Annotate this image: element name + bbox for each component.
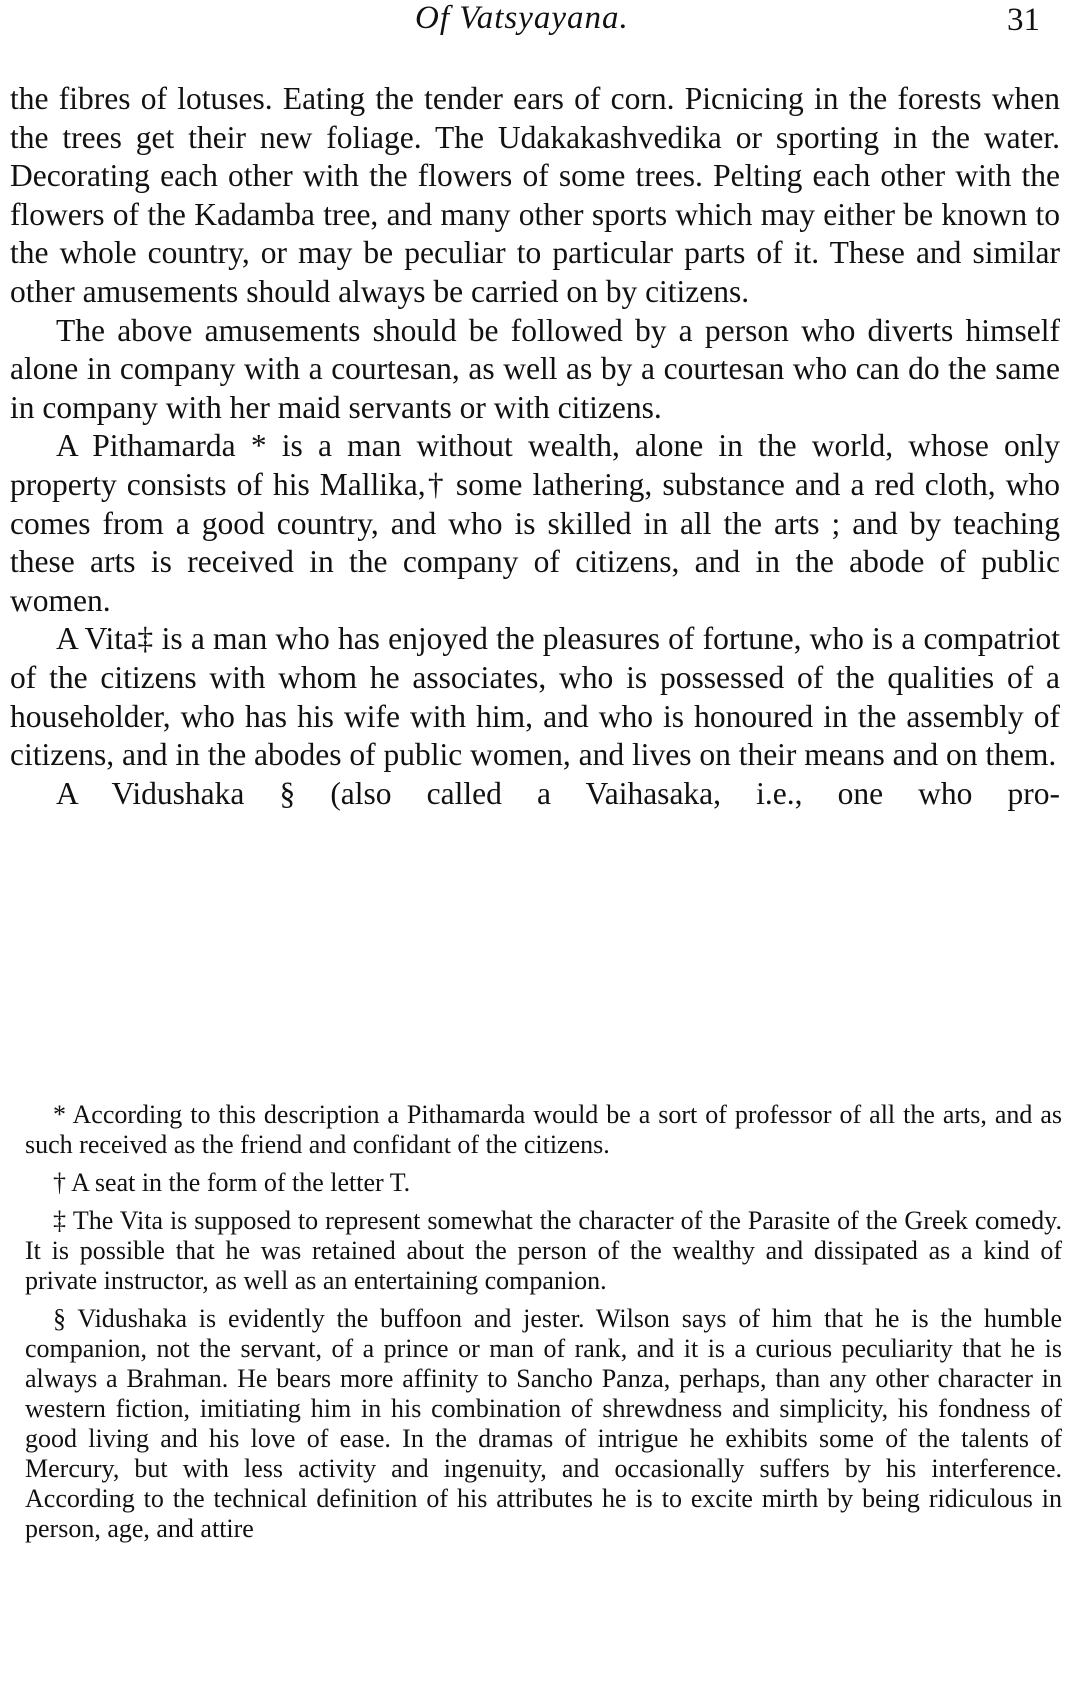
paragraph-continued-amusements: the fibres of lotuses. Eating the tender ears of corn. Picnicing in the forests when the trees get their new foliage. The Udakakashvedika or sporting in the water. Decorating each other with the flowers of some trees. Pelting each other with the flowers of the Kadamba tree, and many other sports which may either be known to the whole country, or may be peculiar to particular parts of it. These and similar other amusements should always be carried on by citizens.	[10, 81, 1060, 309]
footnote-mallika: † A seat in the form of the letter T.	[53, 1168, 411, 1197]
paragraph-vita: A Vita‡ is a man who has enjoyed the pleasures of fortune, who is a compatriot of the citizens with whom he associates, who is possessed of the qualities of a householder, who has his wife with him, and who is honoured in the assembly of citizens, and in the abodes of public women, and lives on their means and on them.	[10, 621, 1060, 773]
footnotes	[25, 1100, 1062, 1552]
paragraph-courtesan-amusements: The above amusements should be followed by a person who diverts himself alone in company with a courtesan, as well as by a courtesan who can do the same in company with her maid servants or with citizens.	[10, 312, 1060, 425]
body-text	[10, 80, 1060, 813]
footnote-vidushaka: § Vidushaka is evidently the buffoon and jester. Wilson says of him that he is the humble companion, not the servant, of a prince or man of rank, and it is a curious peculiarity that he is always a Brahman. He bears more affinity to Sancho Panza, perhaps, than any other character in western fiction, imitiating him in his combination of shrewdness and simplicity, his fondness of good living and his love of ease. In the dramas of intrigue he exhibits some of the talents of Mercury, but with less activity and ingenuity, and occasionally suffers by his interference. According to the technical definition of his attributes he is to excite mirth by being ridiculous in person, age, and attire	[25, 1304, 1062, 1543]
running-head	[0, 0, 1089, 60]
footnote-pithamarda: * According to this description a Pithamarda would be a sort of professor of all the arts, and as such received as the friend and confidant of the citizens.	[25, 1100, 1062, 1159]
footnote-vita: ‡ The Vita is supposed to represent somewhat the character of the Parasite of the Greek comedy. It is possible that he was retained about the person of the wealthy and dissipated as a kind of private instructor, as well as an entertaining companion.	[25, 1206, 1062, 1295]
page-number: 31	[1007, 2, 1040, 38]
paragraph-pithamarda: A Pithamarda * is a man without wealth, alone in the world, whose only property consists of his Mallika,† some lathering, substance and a red cloth, who comes from a good country, and who is skilled in all the arts ; and by teaching these arts is received in the company of citizens, and in the abode of public women.	[10, 428, 1060, 618]
running-title: Of Vatsyayana.	[415, 0, 629, 36]
paragraph-vidushaka: A Vidushaka § (also called a Vaihasaka, i.e., one who pro-	[56, 775, 1060, 811]
